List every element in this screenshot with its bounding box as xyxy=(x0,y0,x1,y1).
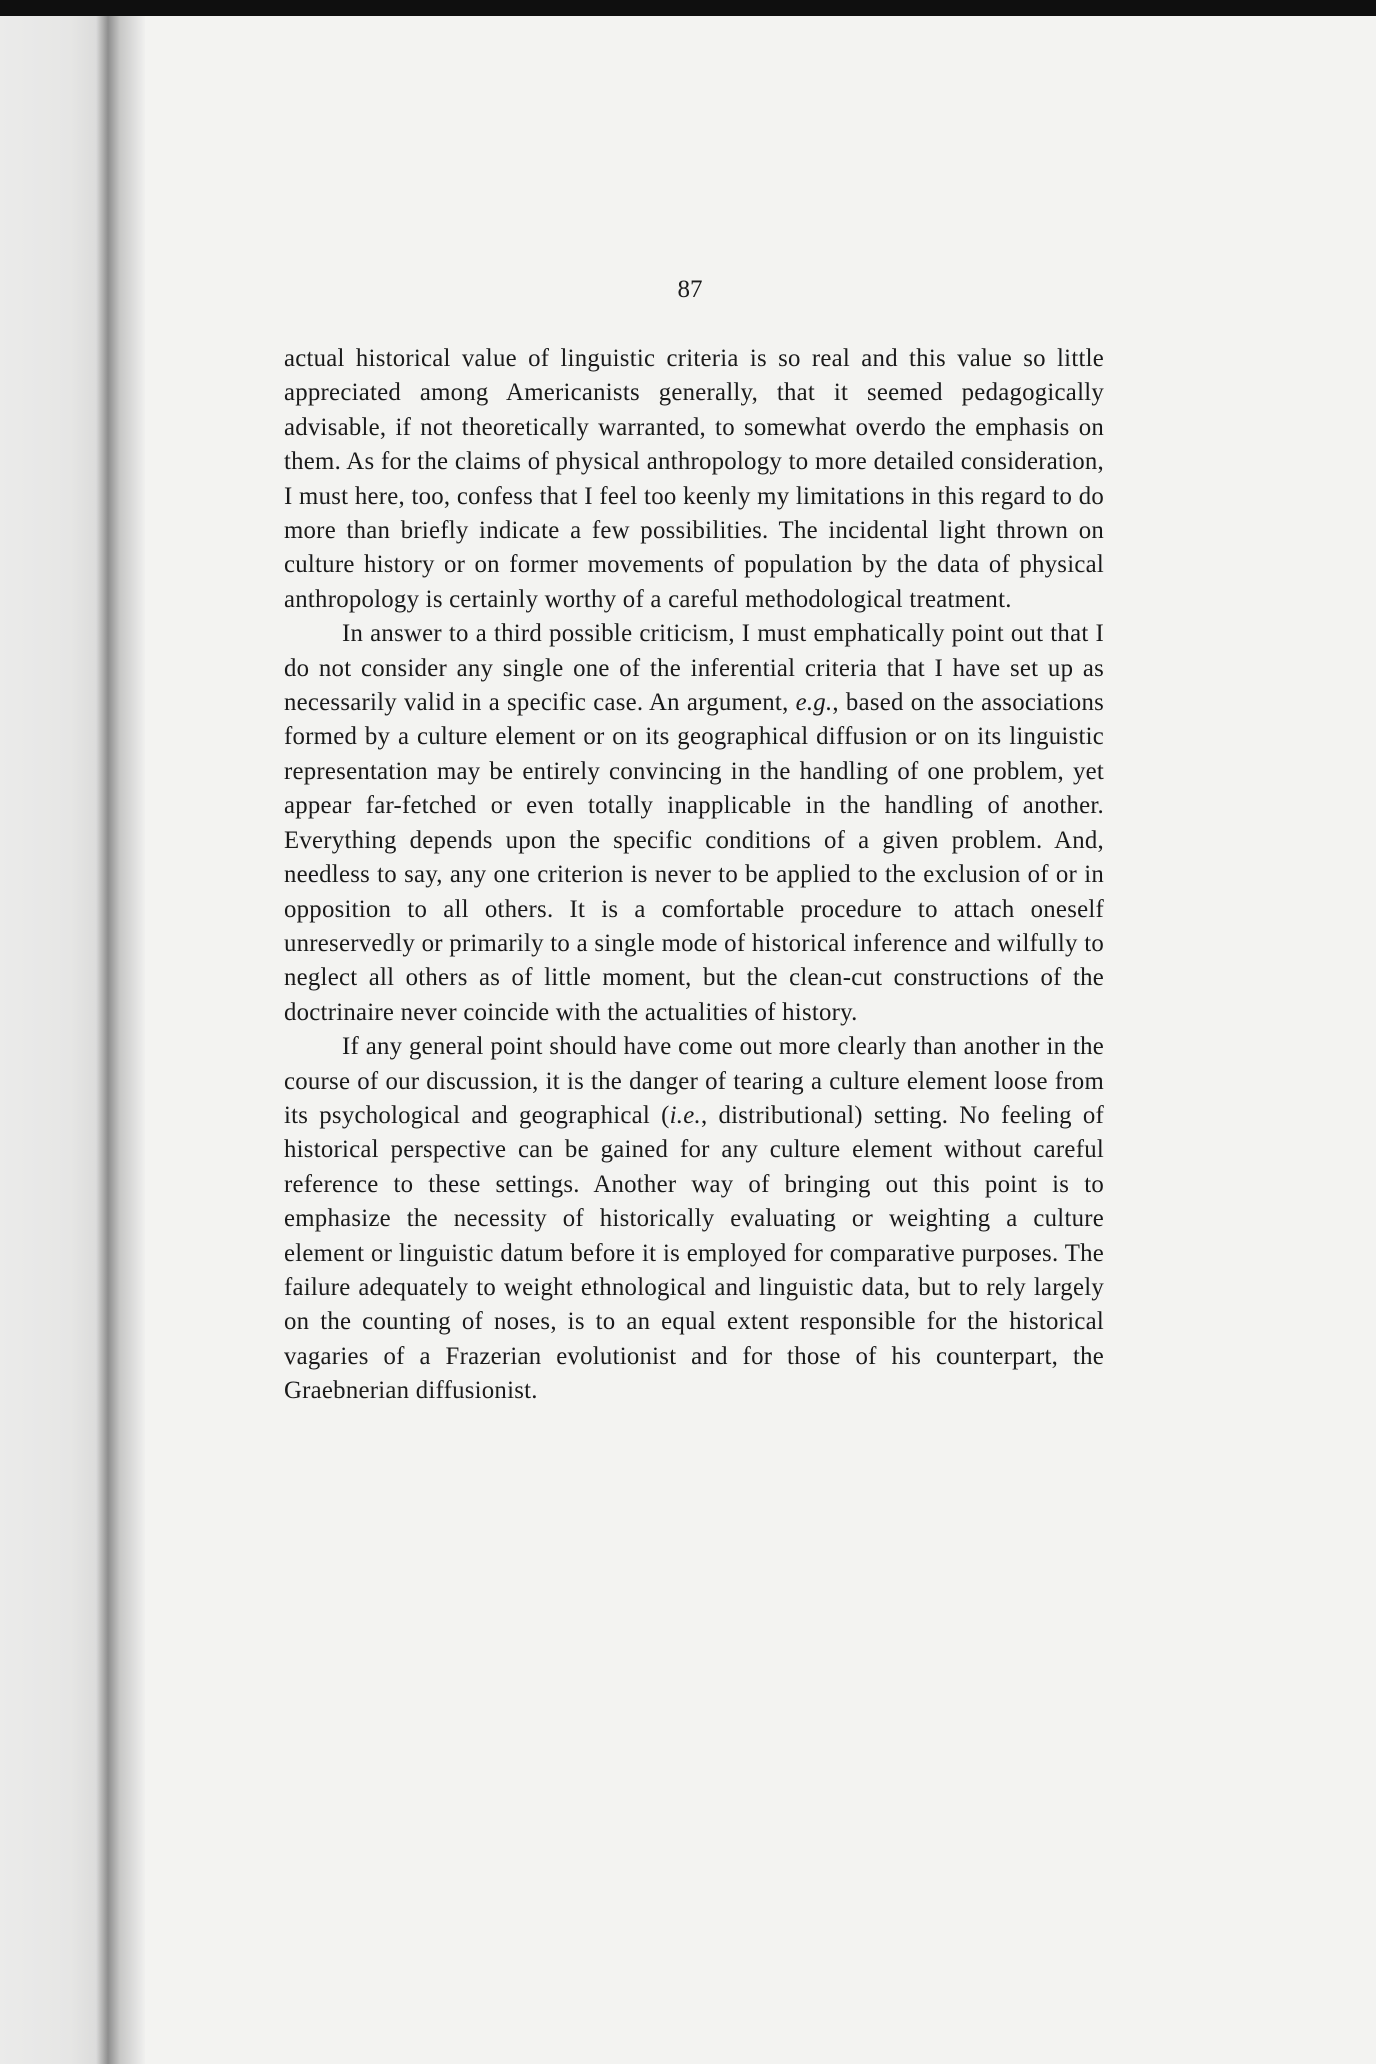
page-number: 87 xyxy=(677,276,703,303)
paragraph-2 xyxy=(284,617,1104,1030)
paragraph-3-text-a: If any general point should have come out more clearly than another in the course of our discussion, it is the danger of tearing a culture element loose from its psychological and geographical ( xyxy=(284,1033,1104,1129)
paragraph-2-text-a: In answer to a third possible criticism, I must emphatically point out that I do not consider any single one of the inferential criteria that I have set up as necessarily valid in a specific case. An argument, xyxy=(284,620,1104,717)
paragraph-1 xyxy=(284,342,1104,617)
paragraph-3-abbrev-ie: i.e. xyxy=(669,1101,701,1129)
body-text xyxy=(284,342,1104,1409)
book-spine-shadow xyxy=(0,16,145,2064)
scan-top-border xyxy=(0,0,1376,16)
paragraph-2-abbrev-eg: e.g. xyxy=(795,689,833,717)
paragraph-1-text: actual historical value of linguistic criteria is so real and this value so little appreciated among Americanists generally, that it seemed pedagogically advisable, if not theoretically warranted, to somewhat overdo the emphasis on them. As for the claims of physical anthropology to more detailed consideration, I must here, too, confess that I feel too keenly my limitations in this regard to do more than briefly indicate a few possibilities. The incidental light thrown on culture history or on former movements of population by the data of physical anthropology is certainly worthy of a careful methodological treatment. xyxy=(284,345,1104,613)
paragraph-3-text-b: , distributional) setting. No feeling of historical perspective can be gained for any culture element without careful reference to these settings. Another way of bringing out this point is to emphasize the necessity of historically evaluating or weighting a culture element or linguistic datum before it is employed for comparative purposes. The failure adequately to weight ethnological and linguistic data, but to rely largely on the counting of noses, is to an equal extent responsible for the historical vagaries of a Frazerian evolutionist and for those of his counterpart, the Graebnerian diffusionist. xyxy=(284,1101,1104,1405)
paragraph-2-text-b: , based on the associations formed by a culture element or on its geographical diffusion or on its linguistic representation may be entirely convincing in the handling of one problem, yet appear far-fetched or even totally inapplicable in the handling of another. Everything depends upon the specific conditions of a given problem. And, needless to say, any one criterion is never to be applied to the exclusion of or in opposition to all others. It is a comfortable procedure to attach oneself unreservedly or primarily to a single mode of historical inference and wilfully to neglect all others as of little moment, but the clean-cut constructions of the doctrinaire never coincide with the actualities of history. xyxy=(284,689,1104,1026)
paragraph-3 xyxy=(284,1030,1104,1408)
